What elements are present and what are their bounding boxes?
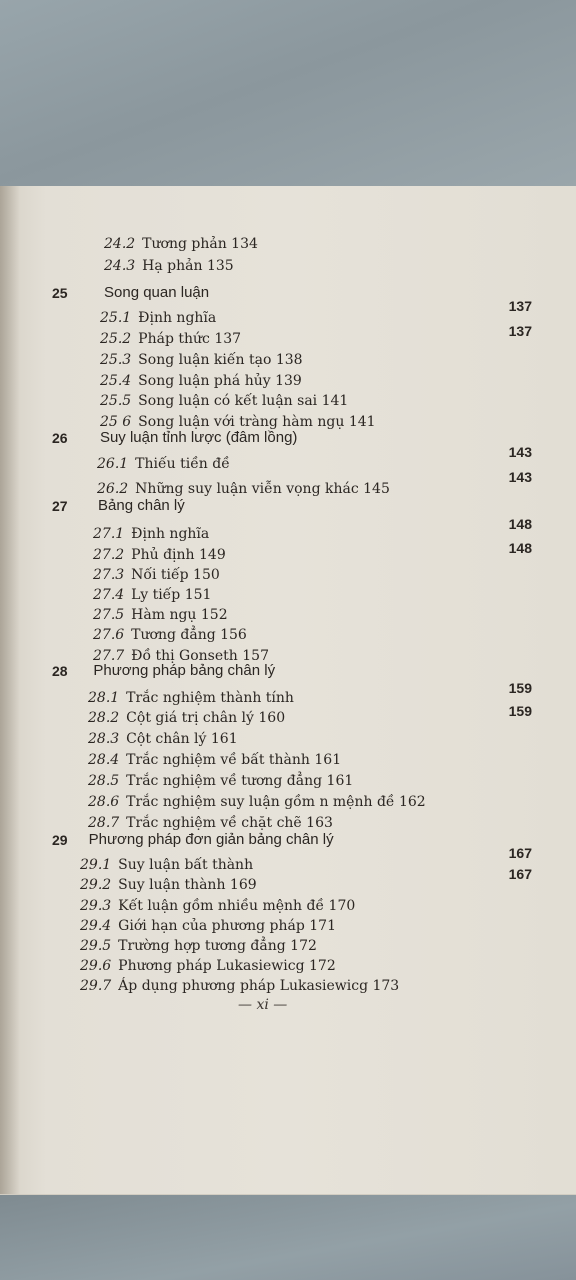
- section-number: 28.7: [88, 815, 120, 831]
- section-number: 26.1: [97, 456, 129, 472]
- section-title: Trắc nghiệm về chặt chẽ 163: [126, 815, 333, 831]
- section-number: 28.1: [88, 690, 120, 706]
- section-title: Tương phản 134: [142, 236, 258, 252]
- section-number: 28.4: [88, 752, 120, 768]
- page-ref-number: 148: [508, 516, 532, 532]
- section-title: Đồ thị Gonseth 157: [131, 648, 269, 664]
- page-ref-number: 137: [508, 323, 532, 339]
- toc-section-entry: [93, 526, 209, 542]
- toc-section-entry: [104, 236, 258, 252]
- section-title: Thiếu tiền đề: [135, 456, 230, 472]
- section-number: 29.2: [80, 877, 112, 893]
- page-number-footer: — xi —: [238, 997, 288, 1013]
- section-number: 27.6: [93, 627, 125, 643]
- toc-section-entry: [100, 414, 376, 430]
- page-ref-number: 167: [508, 845, 532, 861]
- section-number: 28.6: [88, 794, 120, 810]
- section-number: 27.1: [93, 526, 125, 542]
- toc-section-entry: [100, 352, 303, 368]
- section-title: Pháp thức 137: [138, 331, 242, 347]
- section-title: Phương pháp Lukasiewicg 172: [118, 958, 336, 974]
- toc-section-entry: [80, 938, 317, 954]
- section-title: Song luận kiến tạo 138: [138, 352, 303, 368]
- toc-section-entry: [97, 456, 230, 472]
- section-number: 25.2: [100, 331, 132, 347]
- toc-section-entry: [88, 773, 353, 789]
- toc-section-entry: [80, 978, 399, 994]
- section-title: Phủ định 149: [131, 547, 226, 563]
- section-number: 27.3: [93, 567, 125, 583]
- section-title: Kết luận gồm nhiều mệnh đề 170: [118, 898, 356, 914]
- section-number: 28.2: [88, 710, 120, 726]
- section-number: 24.3: [104, 258, 136, 274]
- toc-section-entry: [88, 710, 285, 726]
- section-title: Suy luận bất thành: [118, 857, 254, 873]
- section-number: 29.6: [80, 958, 112, 974]
- chapter-title: Song quan luận: [104, 284, 210, 301]
- section-title: Định nghĩa: [131, 526, 210, 542]
- toc-section-entry: [97, 481, 390, 497]
- chapter-number: 29: [52, 832, 68, 848]
- section-number: 29.5: [80, 938, 112, 954]
- section-title: Nối tiếp 150: [131, 567, 220, 583]
- chapter-title: Bảng chân lý: [98, 497, 185, 514]
- section-number: 27.2: [93, 547, 125, 563]
- section-number: 25.1: [100, 310, 132, 326]
- section-number: 25.4: [100, 373, 132, 389]
- section-number: 28.5: [88, 773, 120, 789]
- chapter-title: Phương pháp bảng chân lý: [93, 662, 276, 679]
- section-title: Cột giá trị chân lý 160: [126, 710, 286, 726]
- section-number: 25 6: [100, 414, 132, 430]
- toc-section-entry: [93, 567, 220, 583]
- toc-section-entry: [88, 690, 294, 706]
- section-title: Trường hợp tương đẳng 172: [118, 938, 317, 954]
- page-ref-number: 137: [508, 298, 532, 314]
- page-ref-number: 143: [508, 469, 532, 485]
- toc-section-entry: [80, 918, 336, 934]
- toc-section-entry: [93, 547, 226, 563]
- toc-section-entry: [100, 373, 302, 389]
- section-number: 25.5: [100, 393, 132, 409]
- toc-section-entry: [88, 752, 341, 768]
- section-number: 25.3: [100, 352, 132, 368]
- page-ref-number: 167: [508, 866, 532, 882]
- section-number: 29.7: [80, 978, 112, 994]
- section-number: 27.4: [93, 587, 125, 603]
- toc-section-entry: [100, 310, 216, 326]
- toc-section-entry: [80, 958, 336, 974]
- section-title: Ly tiếp 151: [131, 587, 212, 603]
- section-title: Áp dụng phương pháp Lukasiewicg 173: [118, 978, 400, 994]
- section-title: Song luận với tràng hàm ngụ 141: [138, 414, 376, 430]
- chapter-title: Suy luận tỉnh lược (đâm lồng): [99, 429, 298, 446]
- toc-section-entry: [88, 815, 333, 831]
- section-title: Hạ phản 135: [142, 258, 234, 274]
- section-title: Cột chân lý 161: [126, 731, 238, 747]
- toc-section-entry: [100, 331, 241, 347]
- page-ref-number: 159: [508, 680, 532, 696]
- section-title: Trắc nghiệm về bất thành 161: [126, 752, 342, 768]
- section-title: Trắc nghiệm về tương đẳng 161: [126, 773, 354, 789]
- toc-section-entry: [88, 794, 426, 810]
- page-ref-number: 159: [508, 703, 532, 719]
- section-number: 24.2: [104, 236, 136, 252]
- section-title: Hàm ngụ 152: [131, 607, 228, 623]
- toc-section-entry: [88, 731, 238, 747]
- section-number: 28.3: [88, 731, 120, 747]
- chapter-number: 27: [52, 498, 68, 514]
- section-title: Song luận có kết luận sai 141: [138, 393, 349, 409]
- chapter-number: 25: [52, 285, 68, 301]
- section-number: 27.7: [93, 648, 125, 664]
- chapter-number: 26: [52, 430, 68, 446]
- section-number: 26.2: [97, 481, 129, 497]
- toc-section-entry: [93, 607, 228, 623]
- toc-section-entry: [100, 393, 348, 409]
- section-title: Suy luận thành 169: [118, 877, 257, 893]
- section-title: Giới hạn của phương pháp 171: [118, 918, 336, 934]
- toc-section-entry: [93, 627, 247, 643]
- chapter-title: Phương pháp đơn giản bảng chân lý: [88, 831, 334, 848]
- page-ref-number: 143: [508, 444, 532, 460]
- page-ref-number: 148: [508, 540, 532, 556]
- section-title: Định nghĩa: [138, 310, 217, 326]
- toc-section-entry: [80, 857, 253, 873]
- chapter-number: 28: [52, 663, 68, 679]
- section-title: Những suy luận viễn vọng khác 145: [135, 481, 390, 497]
- section-title: Trắc nghiệm suy luận gồm n mệnh đề 162: [126, 794, 426, 810]
- section-title: Song luận phá hủy 139: [138, 373, 302, 389]
- section-number: 29.1: [80, 857, 112, 873]
- section-title: Tương đẳng 156: [131, 627, 247, 643]
- toc-section-entry: [80, 898, 355, 914]
- section-number: 27.5: [93, 607, 125, 623]
- toc-section-entry: [93, 587, 211, 603]
- section-title: Trắc nghiệm thành tính: [126, 690, 294, 706]
- section-number: 29.4: [80, 918, 112, 934]
- toc-section-entry: [80, 877, 257, 893]
- section-number: 29.3: [80, 898, 112, 914]
- toc-section-entry: [104, 258, 234, 274]
